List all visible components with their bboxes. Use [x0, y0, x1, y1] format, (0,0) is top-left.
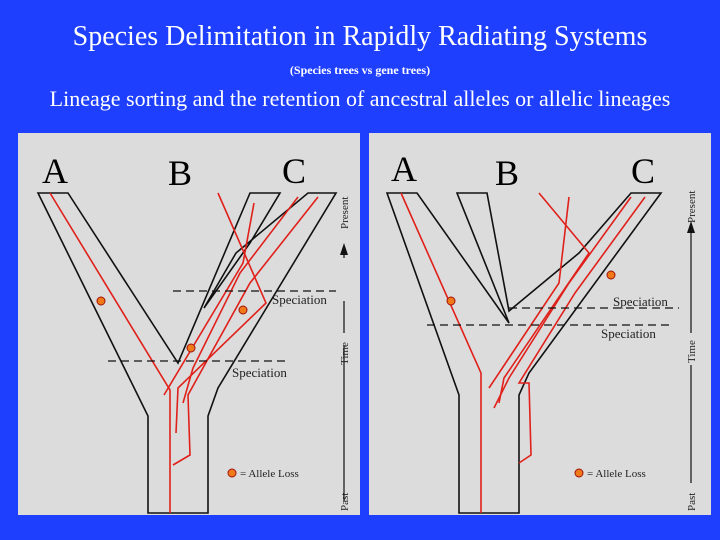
gene-lineage — [401, 193, 481, 513]
speciation-label-lower: Speciation — [232, 365, 287, 380]
taxon-label-c: C — [282, 151, 307, 191]
left-diagram-panel — [18, 133, 360, 515]
time-axis-arrowhead — [340, 243, 348, 255]
taxon-label-c: C — [631, 151, 656, 191]
allele-loss-marker — [97, 297, 105, 305]
gene-lineage — [489, 197, 569, 388]
axis-label-past: Past — [686, 492, 698, 511]
legend-allele-loss-icon — [575, 469, 583, 477]
gene-lineages — [401, 193, 645, 513]
right-species-tree-diagram — [369, 133, 711, 515]
gene-lineages — [50, 193, 318, 513]
slide-title: Species Delimitation in Rapidly Radiating Systems — [72, 21, 648, 52]
axis-label-time: Time — [339, 342, 351, 365]
axis-label-present: Present — [339, 196, 351, 229]
axis-label-time: Time — [686, 340, 698, 363]
gene-lineage — [50, 193, 170, 513]
gene-lineage — [173, 197, 318, 465]
gene-lineage — [494, 197, 631, 408]
taxon-label-a: A — [42, 151, 68, 191]
allele-loss-marker — [607, 271, 615, 279]
speciation-label-upper: Speciation — [272, 292, 327, 307]
axis-label-present: Present — [686, 190, 698, 223]
slide-subtitle: (Species trees vs gene trees) — [289, 63, 431, 77]
legend-label: = Allele Loss — [240, 468, 299, 480]
speciation-label-upper: Speciation — [613, 294, 668, 309]
axis-label-past: Past — [339, 492, 351, 511]
taxon-label-b: B — [495, 153, 520, 193]
slide-heading: Lineage sorting and the retention of ancestral alleles or allelic lineages — [49, 86, 671, 111]
legend-label: = Allele Loss — [587, 468, 646, 480]
taxon-label-b: B — [168, 153, 193, 193]
allele-loss-marker — [239, 306, 247, 314]
legend-allele-loss-icon — [228, 469, 236, 477]
taxon-label-a: A — [391, 149, 417, 189]
left-species-tree-diagram — [18, 133, 360, 515]
allele-loss-marker — [187, 344, 195, 352]
right-diagram-panel — [369, 133, 711, 515]
allele-loss-marker — [447, 297, 455, 305]
speciation-label-lower: Speciation — [601, 326, 656, 341]
species-tree-outline — [38, 193, 336, 513]
